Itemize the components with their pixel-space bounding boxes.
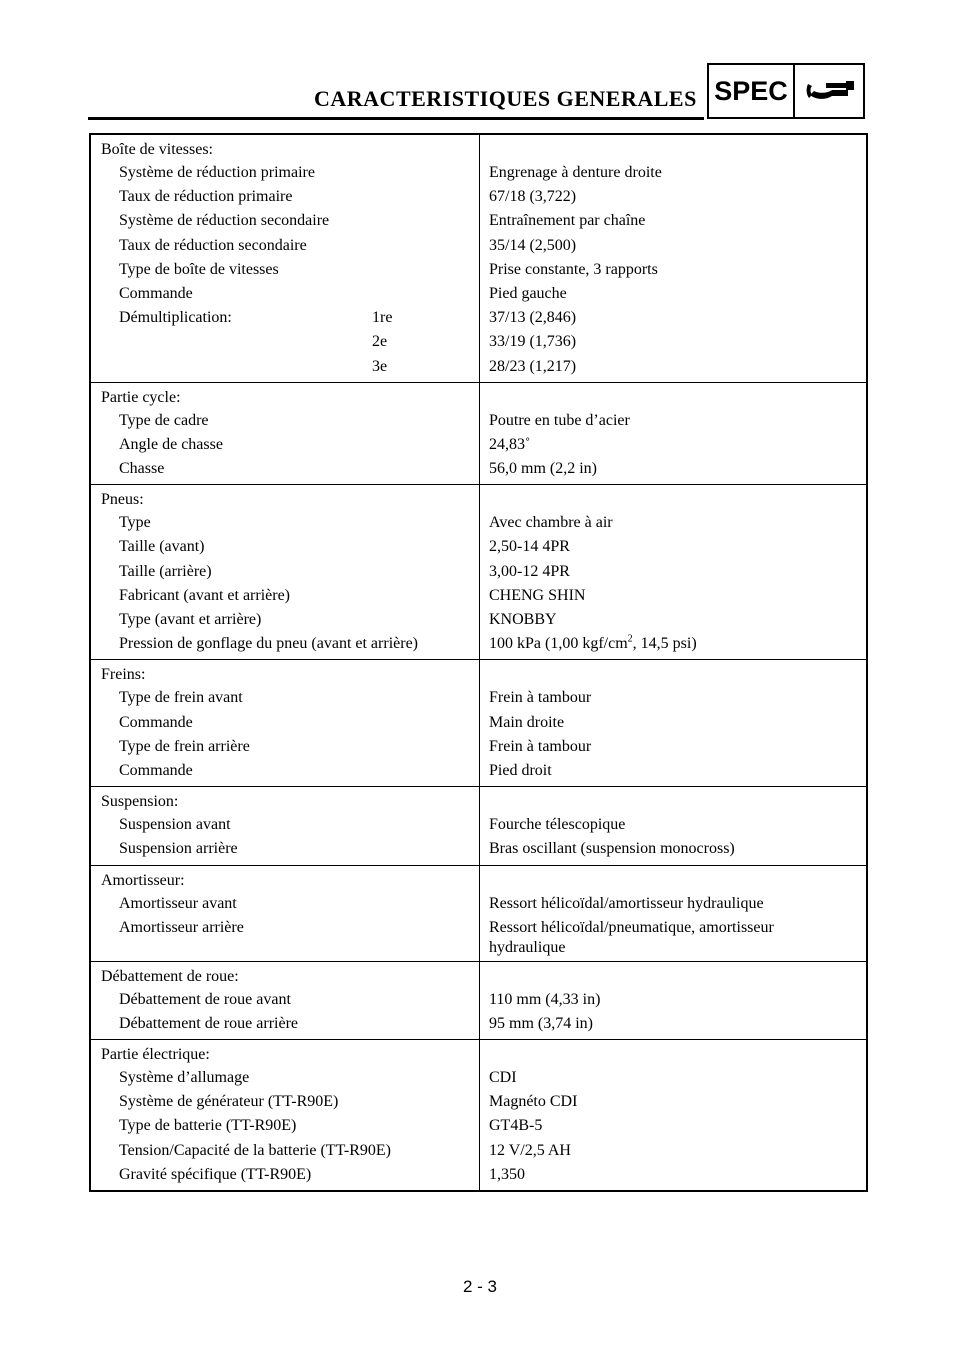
spec-row <box>91 584 866 608</box>
spec-value-text: 28/23 (1,217) <box>489 357 577 375</box>
spec-label: Taille (avant) <box>119 538 205 556</box>
spec-value-text: Entraînement par chaîne <box>489 212 646 230</box>
spec-value <box>489 457 829 479</box>
section-category: Boîte de vitesses: <box>101 141 213 158</box>
spec-value <box>489 234 829 256</box>
spec-value <box>489 1114 829 1136</box>
spec-section <box>91 484 866 659</box>
spec-value-text: 12 V/2,5 AH <box>489 1141 571 1159</box>
spec-label: Débattement de roue avant <box>119 990 291 1008</box>
spec-value <box>489 988 829 1010</box>
spec-row <box>91 632 866 656</box>
section-category: Amortisseur: <box>101 871 185 889</box>
spec-value <box>489 185 829 207</box>
spec-row <box>91 185 866 209</box>
header-rule <box>88 117 704 120</box>
spec-value-text: GT4B-5 <box>489 1117 543 1135</box>
spec-label: Taille (arrière) <box>119 562 212 580</box>
spec-row <box>91 813 866 837</box>
spec-label: Commande <box>119 713 193 731</box>
spec-label: Amortisseur arrière <box>119 918 244 936</box>
spec-value-text: Poutre en tube d’acier <box>489 411 630 429</box>
spec-value-text: 110 mm (4,33 in) <box>489 990 601 1008</box>
spec-value <box>489 608 829 630</box>
spec-label: Type de cadre <box>119 411 209 429</box>
spec-value-text: Ressort hélicoïdal/amortisseur hydraulique <box>489 894 764 912</box>
spec-row <box>91 306 866 330</box>
spec-label: Système de réduction primaire <box>119 164 315 181</box>
spec-label: Type de frein arrière <box>119 737 250 755</box>
spec-row <box>91 1090 866 1114</box>
spec-row <box>91 916 866 958</box>
spec-value-text: 37/13 (2,846) <box>489 309 577 327</box>
spec-value-text: Fourche télescopique <box>489 816 626 834</box>
spec-value-text: KNOBBY <box>489 611 557 628</box>
spec-value-text: 95 mm (3,74 in) <box>489 1014 593 1032</box>
spec-value <box>489 282 829 304</box>
spec-value-text: 56,0 mm (2,2 in) <box>489 460 597 478</box>
spec-row <box>91 608 866 632</box>
spec-value <box>489 711 829 733</box>
spec-label: Système de réduction secondaire <box>119 212 330 230</box>
spec-value-text: 3,00-12 4PR <box>489 562 570 580</box>
spec-value <box>489 511 829 533</box>
spec-value <box>489 560 829 582</box>
spec-value-text: Bras oscillant (suspension monocross) <box>489 840 735 858</box>
spec-label: Débattement de roue arrière <box>119 1014 299 1032</box>
spec-row <box>91 1066 866 1090</box>
spec-value-text: 100 kPa (1,00 kgf/cm <box>489 635 628 653</box>
section-category: Débattement de roue: <box>101 967 239 985</box>
spec-value <box>489 837 829 859</box>
spec-value <box>489 209 829 231</box>
spec-value-text: Prise constante, 3 rapports <box>489 260 658 278</box>
section-category: Suspension: <box>101 793 179 811</box>
spec-label: Type de frein avant <box>119 689 243 707</box>
spec-value-text: 1,350 <box>489 1165 525 1183</box>
spec-value-text: CHENG SHIN <box>489 586 586 604</box>
spec-value <box>489 1139 829 1161</box>
spec-value <box>489 892 829 914</box>
spec-value <box>489 1090 829 1112</box>
spec-label: Démultiplication: <box>119 309 232 327</box>
spec-label: Amortisseur avant <box>119 894 237 912</box>
spec-value <box>489 258 829 280</box>
wrench-icon <box>795 65 863 117</box>
spec-label: Gravité spécifique (TT-R90E) <box>119 1165 312 1183</box>
spec-value <box>489 916 829 958</box>
page-number: 2 - 3 <box>462 1277 498 1296</box>
spec-value <box>489 161 829 183</box>
spec-label: Système de générateur (TT-R90E) <box>119 1093 339 1111</box>
spec-value-text: Magnéto CDI <box>489 1093 578 1111</box>
spec-value-text: Pied gauche <box>489 284 567 302</box>
spec-sublabel: 3e <box>372 357 388 375</box>
spec-value-text: 2,50-14 4PR <box>489 538 570 556</box>
spec-value <box>489 632 829 654</box>
spec-row <box>91 330 866 354</box>
spec-value-superscript: 2 <box>627 633 633 645</box>
spec-row <box>91 560 866 584</box>
section-category: Partie électrique: <box>101 1046 210 1064</box>
spec-row <box>91 234 866 258</box>
spec-label: Commande <box>119 284 193 302</box>
spec-value <box>489 306 829 328</box>
spec-row <box>91 282 866 306</box>
spec-row <box>91 258 866 282</box>
spec-label: Type (avant et arrière) <box>119 611 262 628</box>
spec-value <box>489 735 829 757</box>
spec-value-text: CDI <box>489 1069 517 1087</box>
spec-section <box>91 382 866 485</box>
spec-value-text: Avec chambre à air <box>489 514 613 532</box>
spec-value <box>489 1066 829 1088</box>
spec-label: Taux de réduction primaire <box>119 188 293 206</box>
spec-value-text: Ressort hélicoïdal/pneumatique, amortisseur hydraulique <box>489 918 774 956</box>
spec-section <box>91 865 866 961</box>
spec-section <box>91 1039 866 1190</box>
spec-row <box>91 535 866 559</box>
spec-row <box>91 1114 866 1138</box>
section-category: Partie cycle: <box>101 388 181 406</box>
spec-row <box>91 457 866 481</box>
spec-value <box>489 584 829 606</box>
spec-badge-label: SPEC <box>709 65 795 117</box>
spec-row <box>91 355 866 379</box>
spec-label: Type de batterie (TT-R90E) <box>119 1117 297 1135</box>
spec-value <box>489 1163 829 1185</box>
spec-row <box>91 759 866 783</box>
spec-row <box>91 1163 866 1187</box>
spec-label: Type de boîte de vitesses <box>119 260 279 278</box>
spec-value-text: Engrenage à denture droite <box>489 164 662 181</box>
spec-sublabel: 1re <box>372 309 393 327</box>
spec-badge <box>707 63 865 119</box>
spec-table <box>89 133 868 1192</box>
spec-label: Angle de chasse <box>119 435 223 453</box>
spec-section <box>91 659 866 786</box>
spec-value-text: Main droite <box>489 713 565 731</box>
section-category: Freins: <box>101 666 146 684</box>
spec-label: Pression de gonflage du pneu (avant et arrière) <box>119 635 418 653</box>
spec-label: Type <box>119 514 151 532</box>
spec-value <box>489 813 829 835</box>
spec-row <box>91 1012 866 1036</box>
spec-value-text: 67/18 (3,722) <box>489 188 577 206</box>
spec-row <box>91 735 866 759</box>
spec-value-text: Frein à tambour <box>489 737 592 755</box>
spec-row <box>91 1139 866 1163</box>
spec-row <box>91 409 866 433</box>
spec-value-text: Frein à tambour <box>489 689 592 707</box>
spec-section <box>91 961 866 1039</box>
spec-value <box>489 535 829 557</box>
spec-row <box>91 711 866 735</box>
spec-row <box>91 988 866 1012</box>
spec-value <box>489 1012 829 1034</box>
spec-label: Tension/Capacité de la batterie (TT-R90E) <box>119 1141 391 1159</box>
spec-label: Fabricant (avant et arrière) <box>119 586 291 604</box>
spec-row <box>91 511 866 535</box>
spec-row <box>91 837 866 861</box>
spec-row <box>91 686 866 710</box>
spec-label: Taux de réduction secondaire <box>119 236 307 254</box>
spec-value <box>489 330 829 352</box>
spec-value-text: 24,83˚ <box>489 435 531 453</box>
spec-value <box>489 409 829 431</box>
spec-label: Suspension avant <box>119 816 231 834</box>
spec-section <box>91 786 866 864</box>
spec-row <box>91 209 866 233</box>
spec-row <box>91 161 866 185</box>
spec-value <box>489 433 829 455</box>
spec-section <box>91 135 866 382</box>
spec-label: Système d’allumage <box>119 1069 250 1087</box>
section-category: Pneus: <box>101 491 144 509</box>
spec-value-suffix: , 14,5 psi) <box>632 635 697 653</box>
spec-sublabel: 2e <box>372 333 388 351</box>
spec-row <box>91 433 866 457</box>
spec-value-text: 33/19 (1,736) <box>489 333 577 351</box>
page-title: CARACTERISTIQUES GENERALES <box>314 86 697 111</box>
spec-label: Chasse <box>119 460 165 478</box>
spec-value-text: 35/14 (2,500) <box>489 236 577 254</box>
spec-row <box>91 892 866 916</box>
spec-label: Suspension arrière <box>119 840 238 858</box>
spec-value-text: Pied droit <box>489 761 552 779</box>
spec-value <box>489 355 829 377</box>
spec-label: Commande <box>119 761 193 779</box>
spec-value <box>489 686 829 708</box>
spec-value <box>489 759 829 781</box>
